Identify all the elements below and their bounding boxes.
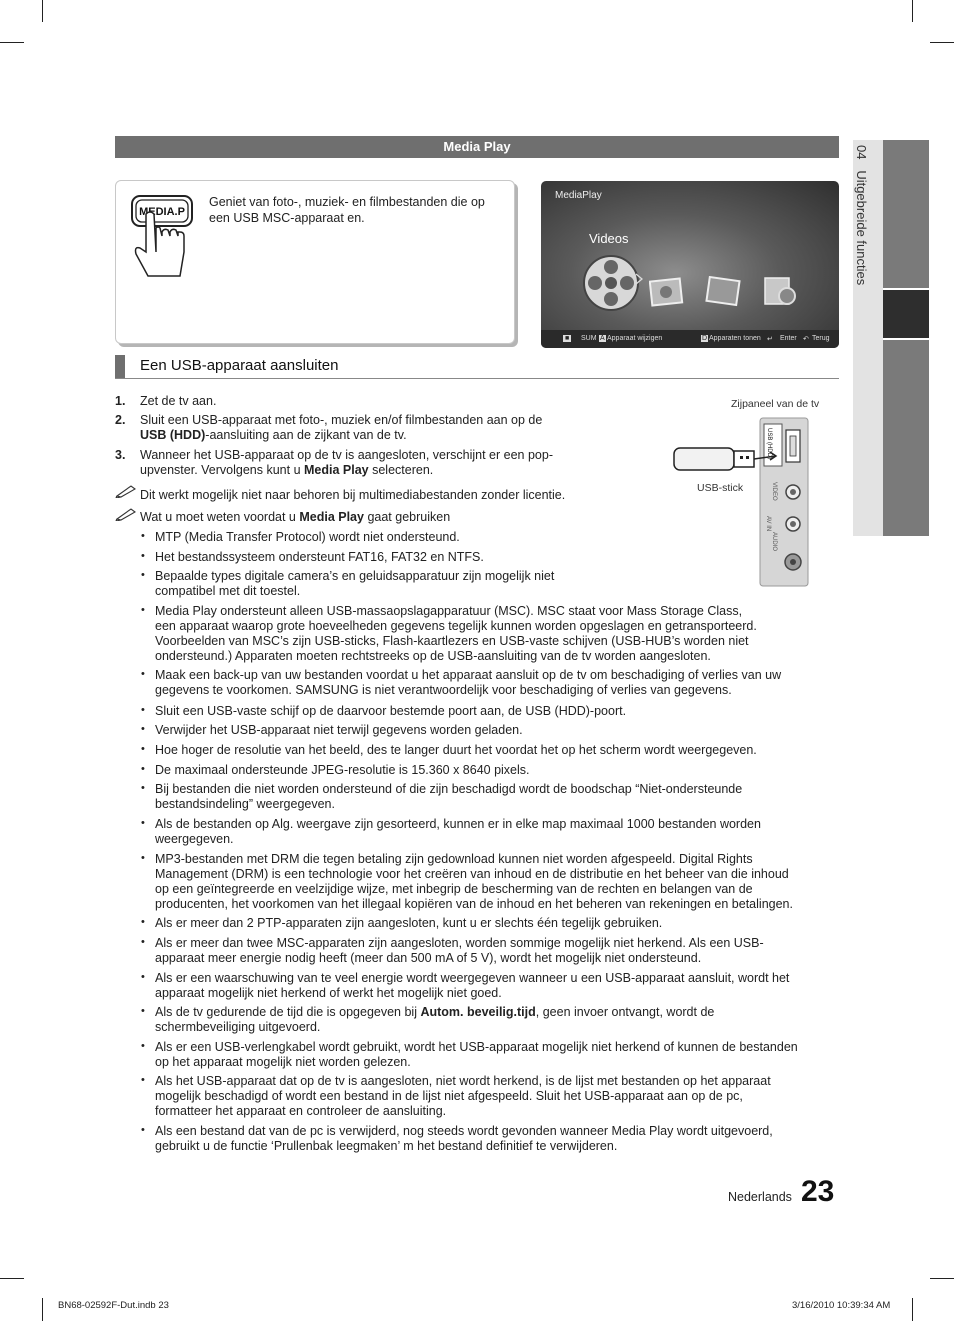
bullet-text: gebruikt u de functie ‘Prullenbak leegmaken’ m het bestand definitief te verwijderen. — [155, 1139, 618, 1153]
bullet-text: Als de tv gedurende de tijd die is opgegeven bij Autom. beveilig.tijd, geen invoer ontvangt, wordt de — [155, 1005, 715, 1019]
bullet-text: De maximaal ondersteunde JPEG-resolutie is 15.360 x 8640 pixels. — [155, 763, 530, 777]
bullet-dot: • — [141, 1074, 145, 1086]
bullet-text: compatibel met dit toestel. — [155, 584, 301, 598]
step-number: 1. — [115, 394, 126, 408]
note-text: Dit werkt mogelijk niet naar behoren bij multimediabestanden zonder licentie. — [140, 488, 566, 502]
bullet-text: apparaat meer energie nodig heeft (meer dan 500 mA of 5 V), wordt het mogelijk niet ondersteund. — [155, 951, 702, 965]
svg-text:VIDEO: VIDEO — [771, 482, 777, 501]
screen-current-item: Videos — [589, 231, 629, 246]
svg-text:MEDIA.P: MEDIA.P — [139, 206, 185, 218]
section-heading — [115, 355, 839, 379]
chapter-tab-marker — [883, 140, 929, 288]
film-reel-icon — [581, 253, 641, 313]
bullet-dot: • — [141, 604, 145, 616]
bullet-text: een apparaat waarop grote hoeveelheden gegevens tegelijk kunnen worden opgeslagen en getransporteerd. — [155, 619, 757, 633]
remote-button-hand-icon — [128, 192, 200, 284]
crop-mark — [42, 0, 43, 22]
bullet-dot: • — [141, 704, 145, 716]
crop-mark — [42, 1298, 43, 1321]
bullet-text: MP3-bestanden met DRM die tegen betaling zijn gedownload kunnen niet worden afgespeeld. Digital Rights — [155, 852, 753, 866]
svg-text:AV IN: AV IN — [765, 516, 771, 532]
section-title: Een USB-apparaat aansluiten — [140, 357, 339, 374]
show-devices-label: Apparaten tonen — [709, 335, 761, 342]
bullet-text: bestandsindeling” weergegeven. — [155, 797, 335, 811]
mediaplay-screenshot — [541, 181, 839, 348]
bullet-text: formatteer het apparaat en controleer de aansluiting. — [155, 1104, 447, 1118]
bullet-dot: • — [141, 936, 145, 948]
footer-language: Nederlands — [728, 1190, 792, 1204]
bullet-dot: • — [141, 763, 145, 775]
bullet-text: schermbeveiliging uitgevoerd. — [155, 1020, 321, 1034]
change-device-label: Apparaat wijzigen — [607, 335, 663, 342]
step-text: Sluit een USB-apparaat met foto-, muziek en/of filmbestanden aan op de — [140, 413, 543, 427]
key-d: D — [702, 335, 708, 342]
svg-text:USB (HDD): USB (HDD) — [766, 428, 772, 459]
tv-side-panel-label: Zijpaneel van de tv — [731, 398, 820, 410]
crop-mark — [930, 42, 954, 43]
bullet-text: MTP (Media Transfer Protocol) wordt niet ondersteund. — [155, 530, 460, 544]
back-icon: ↶ — [803, 336, 809, 343]
bullet-text: Hoe hoger de resolutie van het beeld, des te langer duurt het voordat het op het scherm wordt weergegeven. — [155, 743, 757, 757]
bullet-text: Als er een USB-verlengkabel wordt gebruikt, wordt het USB-apparaat mogelijk niet herkend of kunnen de bestanden — [155, 1040, 798, 1054]
step-text: upvenster. Vervolgens kunt u Media Play selecteren. — [140, 463, 434, 477]
bullet-text: apparaat mogelijk niet herkend of werkt het mogelijk niet goed. — [155, 986, 502, 1000]
step-text: Wanneer het USB-apparaat op de tv is aangesloten, verschijnt er een pop- — [140, 448, 553, 462]
bullet-text: Management (DRM) is een technologie voor het creëren van inhoud en de distributie en het beheer van die inhoud — [155, 867, 789, 881]
crop-mark — [930, 1278, 954, 1279]
bullet-text: Bij bestanden die niet worden ondersteund of die zijn beschadigd wordt de boodschap “Niet-ondersteunde — [155, 782, 743, 796]
note-text: Wat u moet weten voordat u Media Play gaat gebruiken — [140, 510, 451, 524]
bullet-dot: • — [141, 817, 145, 829]
info-description: Geniet van foto-, muziek- en filmbestanden die op een USB MSC-apparaat en. — [209, 195, 485, 225]
bullet-text: ondersteund.) Apparaten moeten rechtstreeks op de USB-aansluiting van de tv worden aangesloten. — [155, 649, 711, 663]
enter-label: Enter — [780, 335, 797, 342]
sum-label: SUM — [581, 335, 597, 342]
bullet-text: Voorbeelden van MSC’s zijn USB-sticks, Flash-kaartlezers en USB-vaste schijven (USB-HUB’s worden niet — [155, 634, 749, 648]
screen-bottom-bar — [541, 330, 839, 348]
photos-icon — [649, 276, 685, 308]
usb-connection-diagram — [672, 416, 812, 588]
bullet-text: Het bestandssysteem ondersteunt FAT16, FAT32 en NTFS. — [155, 550, 484, 564]
bullet-dot: • — [141, 723, 145, 735]
chevron-right-icon — [635, 273, 643, 285]
bullet-dot: • — [141, 569, 145, 581]
bullet-dot: • — [141, 668, 145, 680]
bullet-text: Verwijder het USB-apparaat niet terwijl gegevens worden geladen. — [155, 723, 523, 737]
music-icon — [705, 276, 743, 308]
chapter-tab-label: 04 Uitgebreide functies — [854, 145, 869, 286]
bullet-dot: • — [141, 530, 145, 542]
page-header: Media Play — [115, 136, 839, 158]
chapter-tab-active — [883, 290, 929, 338]
bullet-dot: • — [141, 1040, 145, 1052]
note-pencil-icon — [115, 507, 137, 521]
bullet-dot: • — [141, 743, 145, 755]
crop-mark — [0, 1278, 24, 1279]
bullet-text: gegevens te voorkomen. SAMSUNG is niet verantwoordelijk voor beschadiging of verlies van gegevens. — [155, 683, 732, 697]
print-date-info: 3/16/2010 10:39:34 AM — [792, 1300, 891, 1311]
bullet-text: Sluit een USB-vaste schijf op de daarvoor bestemde poort aan, de USB (HDD)-poort. — [155, 704, 627, 718]
bullet-text: Als er meer dan twee MSC-apparaten zijn aangesloten, worden sommige mogelijk niet herkend. Als een USB- — [155, 936, 764, 950]
bullet-dot: • — [141, 550, 145, 562]
usb-stick-label: USB-stick — [697, 482, 744, 494]
screen-title: MediaPlay — [555, 190, 602, 201]
bullet-text: Als er een waarschuwing van te veel energie wordt weergegeven wanneer u een USB-apparaat aansluit, wordt het — [155, 971, 790, 985]
bullet-text: Als de bestanden op Alg. weergave zijn gesorteerd, kunnen er in elke map maximaal 1000 bestanden worden — [155, 817, 761, 831]
step-text: USB (HDD)-aansluiting aan de zijkant van de tv. — [140, 428, 407, 442]
bullet-dot: • — [141, 852, 145, 864]
settings-icon — [763, 276, 799, 308]
bullet-text: weergegeven. — [155, 832, 234, 846]
bullet-text: Als het USB-apparaat dat op de tv is aangesloten, niet wordt herkend, is de lijst met bestanden op het apparaat — [155, 1074, 771, 1088]
crop-mark — [912, 1298, 913, 1321]
enter-icon: ↵ — [767, 336, 773, 343]
bullet-text: Bepaalde types digitale camera’s en geluidsapparatuur zijn mogelijk niet — [155, 569, 555, 583]
section-marker — [115, 355, 125, 378]
note-pencil-icon — [115, 484, 137, 498]
crop-mark — [912, 0, 913, 22]
bullet-dot: • — [141, 971, 145, 983]
bullet-text: Maak een back-up van uw bestanden voordat u het apparaat aansluit op de tv om beschadiging of verlies van uw — [155, 668, 782, 682]
bullet-dot: • — [141, 916, 145, 928]
key-a: A — [600, 335, 605, 342]
page-number: 23 — [801, 1175, 835, 1208]
bullet-dot: • — [141, 782, 145, 794]
bullet-text: producenten, het voorkomen van het illegaal kopiëren van de inhoud en het beheren van rekeningen en betalingen. — [155, 897, 793, 911]
bullet-text: op het apparaat mogelijk niet worden gelezen. — [155, 1055, 411, 1069]
bullet-text: Als er meer dan 2 PTP-apparaten zijn aangesloten, kunt u er slechts één tegelijk gebruiken. — [155, 916, 663, 930]
svg-text:AUDIO: AUDIO — [771, 532, 777, 552]
step-text: Zet de tv aan. — [140, 394, 217, 408]
step-number: 2. — [115, 413, 126, 427]
sum-key: ■ — [565, 335, 570, 342]
bullet-dot: • — [141, 1005, 145, 1017]
bullet-text: Als een bestand dat van de pc is verwijderd, nog steeds wordt gevonden wanneer Media Play wordt uitgevoerd, — [155, 1124, 773, 1138]
print-file-info: BN68-02592F-Dut.indb 23 — [58, 1300, 169, 1311]
bullet-text: op een geïntegreerde en veelzijdige wijze, met inbegrip de bescherming van de rechten en belangen van de — [155, 882, 753, 896]
bullet-dot: • — [141, 1124, 145, 1136]
bullet-text: mogelijk beschadigd of wordt een bestand in de lijst niet afgespeeld. Sluit het USB-apparaat aan op de pc, — [155, 1089, 743, 1103]
step-number: 3. — [115, 448, 126, 462]
bullet-text: Media Play ondersteunt alleen USB-massaopslagapparatuur (MSC). MSC staat voor Mass Storage Class, — [155, 604, 743, 618]
chapter-tab-marker — [883, 340, 929, 536]
back-label: Terug — [812, 335, 830, 342]
crop-mark — [0, 42, 24, 43]
